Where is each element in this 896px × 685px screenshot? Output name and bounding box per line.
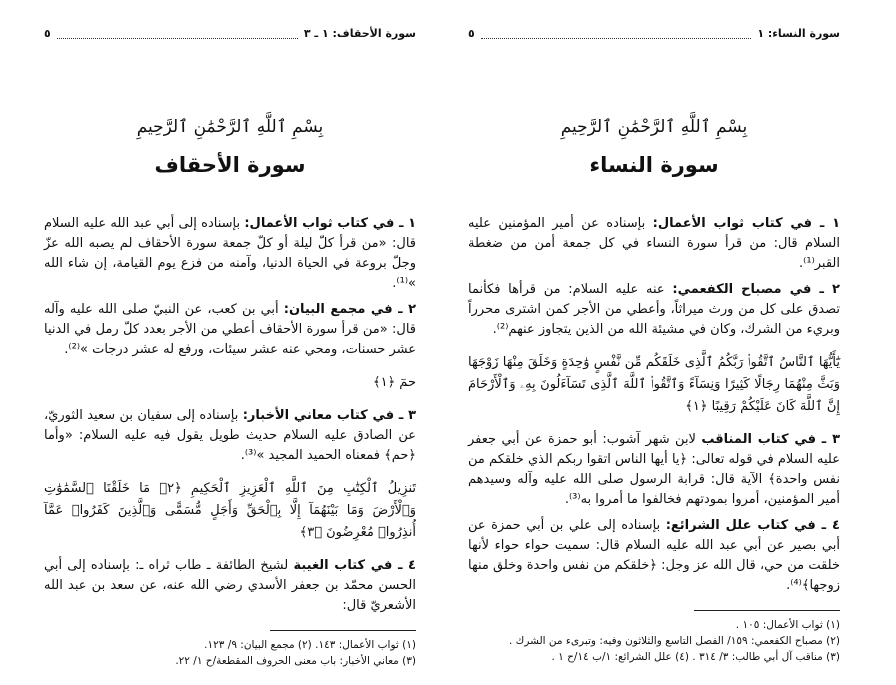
header-title: سورة الأحقاف: ١ ـ ٣	[303, 27, 416, 40]
paragraph-3	[44, 406, 416, 466]
running-header	[468, 26, 840, 42]
page-number: ٥	[44, 27, 51, 40]
header-leader-dots	[481, 30, 752, 39]
source-lead: ٢ ـ في مجمع البيان:	[283, 302, 416, 317]
paragraph-1	[468, 214, 840, 274]
basmala: بِسْمِ ٱللَّهِ ٱلرَّحْمَٰنِ ٱلرَّحِيمِ	[136, 117, 324, 137]
source-lead: ٤ ـ في كتاب علل الشرائع:	[665, 518, 840, 533]
footnotes	[468, 617, 840, 665]
page-body	[468, 214, 840, 596]
paragraph-text: عنه عليه السلام: من قرأها فكأنما تصدق على كل من ورث ميراثاً، وأعطي من الأجر كمن اشترى محرراً وبريء من الشرك، وكان في مشيئة الله من الذين يتجاوز عنهم⁽²⁾.	[468, 282, 840, 337]
paragraph-text: بإسناده إلى سفيان بن سعيد الثوريّ، عن الصادق عليه السلام حديث طويل يقول فيه عليه السلام: «وأما ﴿حم﴾ فمعناه الحميد المجيد »⁽³⁾.	[44, 408, 416, 463]
verse-2-3: تَنزِيلُ ٱلْكِتَٰبِ مِنَ ٱللَّهِ ٱلْعَزِيزِ ٱلْحَكِيمِ ﴿٢﴾ مَا خَلَقْنَا ٱلسَّمَٰوَٰتِ وَٱلْأَرْضَ وَمَا بَيْنَهُمَآ إِلَّا بِٱلْحَقِّ وَأَجَلٍ مُّسَمًّى وَٱلَّذِينَ كَفَرُوا۟ عَمَّآ أُنذِرُوا۟ مُعْرِضُونَ ﴿٣﴾	[44, 481, 416, 540]
page-number: ٥	[468, 27, 475, 40]
source-lead: ٣ ـ في كتاب المناقب	[701, 432, 840, 447]
footnotes	[44, 637, 416, 669]
header-title: سورة النساء: ١	[757, 27, 840, 40]
source-lead: ٣ ـ في كتاب معاني الأخبار:	[242, 408, 416, 423]
source-lead: ١ ـ في كتاب ثواب الأعمال:	[244, 216, 416, 231]
paragraph-2	[44, 300, 416, 360]
footnote: (٢) مصباح الكفعمي: ١٥٩/ الفصل التاسع والثلاثون وفيه: وتبرىء من الشرك .	[508, 635, 840, 647]
source-lead: ١ ـ في كتاب ثواب الأعمال:	[652, 216, 840, 231]
paragraph-text: بإسناده إلى علي بن أبي حمزة عن أبي بصير عن أبي عبد الله عليه السلام قال: سميت حواء حواء لأنها خلقت من حي، قال الله عز وجل: ﴿خلقكم من نفس واحدة وخلق منها زوجها﴾⁽⁴⁾.	[468, 518, 840, 593]
page-body	[44, 214, 416, 616]
paragraph-text: لابن شهر آشوب: أبو حمزة عن أبي جعفر عليه السلام في قوله تعالى: ﴿يا أيها الناس اتقوا ربكم الذي خلقكم من نفس واحدة﴾ الآية قال: قرابة الرسول صلى الله عليه وآله وسيدهم أمير المؤمنين، أمروا بمودتهم فخالفوا ما أمروا به⁽³⁾.	[468, 432, 840, 507]
surah-title: سورة النساء	[589, 153, 719, 177]
verse-1: حمٓ ﴿١﴾	[372, 375, 416, 390]
running-header	[44, 26, 416, 42]
paragraph-3	[468, 430, 840, 510]
header-leader-dots	[57, 30, 298, 39]
source-lead: ٤ ـ في كتاب الغيبة	[293, 558, 416, 573]
paragraph-4	[44, 556, 416, 616]
paragraph-2	[468, 280, 840, 340]
footnote: (٣) معاني الأخبار: باب معنى الحروف المقطعة/ح ١/ ٢٢.	[175, 655, 416, 667]
paragraph-text: بإسناده إلى أبي عبد الله عليه السلام قال: «من قرأ كلّ ليلة أو كلّ جمعة سورة الأحقاف لم يصبه الله عزّ وجلّ بروعة في الحياة الدنيا، وآمنه من فزع يوم القيامة، إن شاء الله »⁽¹⁾.	[44, 216, 416, 291]
basmala: بِسْمِ ٱللَّهِ ٱلرَّحْمَٰنِ ٱلرَّحِيمِ	[560, 117, 748, 137]
verse-1: يَٰٓأَيُّهَا ٱلنَّاسُ ٱتَّقُوا۟ رَبَّكُمُ ٱلَّذِى خَلَقَكُم مِّن نَّفْسٍ وَٰحِدَةٍ وَخَلَقَ مِنْهَا زَوْجَهَا وَبَثَّ مِنْهُمَا رِجَالًا كَثِيرًا وَنِسَآءً وَٱتَّقُوا۟ ٱللَّهَ ٱلَّذِى تَسَآءَلُونَ بِهِۦ وَٱلْأَرْحَامَ إِنَّ ٱللَّهَ كَانَ عَلَيْكُمْ رَقِيبًا ﴿١﴾	[468, 355, 840, 414]
footnote: (٣) مناقب آل أبي طالب: ٣/ ٣١٤ . (٤) علل الشرائع: ١/ب ١٤/ح ١ .	[551, 651, 840, 663]
paragraph-4	[468, 516, 840, 596]
right-page	[448, 0, 896, 681]
paragraph-1	[44, 214, 416, 294]
paragraph-text: بإسناده عن أمير المؤمنين عليه السلام قال: من قرأ سورة النساء في كل جمعة أمن من ضغطة القبر⁽¹⁾.	[468, 216, 840, 271]
footnote: (١) ثواب الأعمال: ١٠٥ .	[735, 619, 840, 631]
paragraph-text: أبي بن كعب، عن النبيّ صلى الله عليه وآله قال: «من قرأ سورة الأحقاف أعطي من الأجر بعدد كلّ رمل في الدنيا عشر حسنات، ومحي عنه عشر سيئات، ورفع له عشر درجات »⁽²⁾.	[44, 302, 416, 357]
paragraph-text: لشيخ الطائفة ـ طاب ثراه ـ: بإسناده إلى أبي الحسن محمّد بن جعفر الأسدي رضي الله عنه، عن سعد بن عبد الله الأشعريّ قال:	[44, 558, 416, 613]
footnote: (١) ثواب الأعمال: ١٤٣. (٢) مجمع البيان: ٩/ ١٢٣.	[204, 639, 416, 651]
surah-title: سورة الأحقاف	[154, 153, 306, 177]
footnote-rule	[694, 610, 840, 611]
footnote-rule	[270, 630, 416, 631]
source-lead: ٢ ـ في مصباح الكفعمي:	[672, 282, 840, 297]
